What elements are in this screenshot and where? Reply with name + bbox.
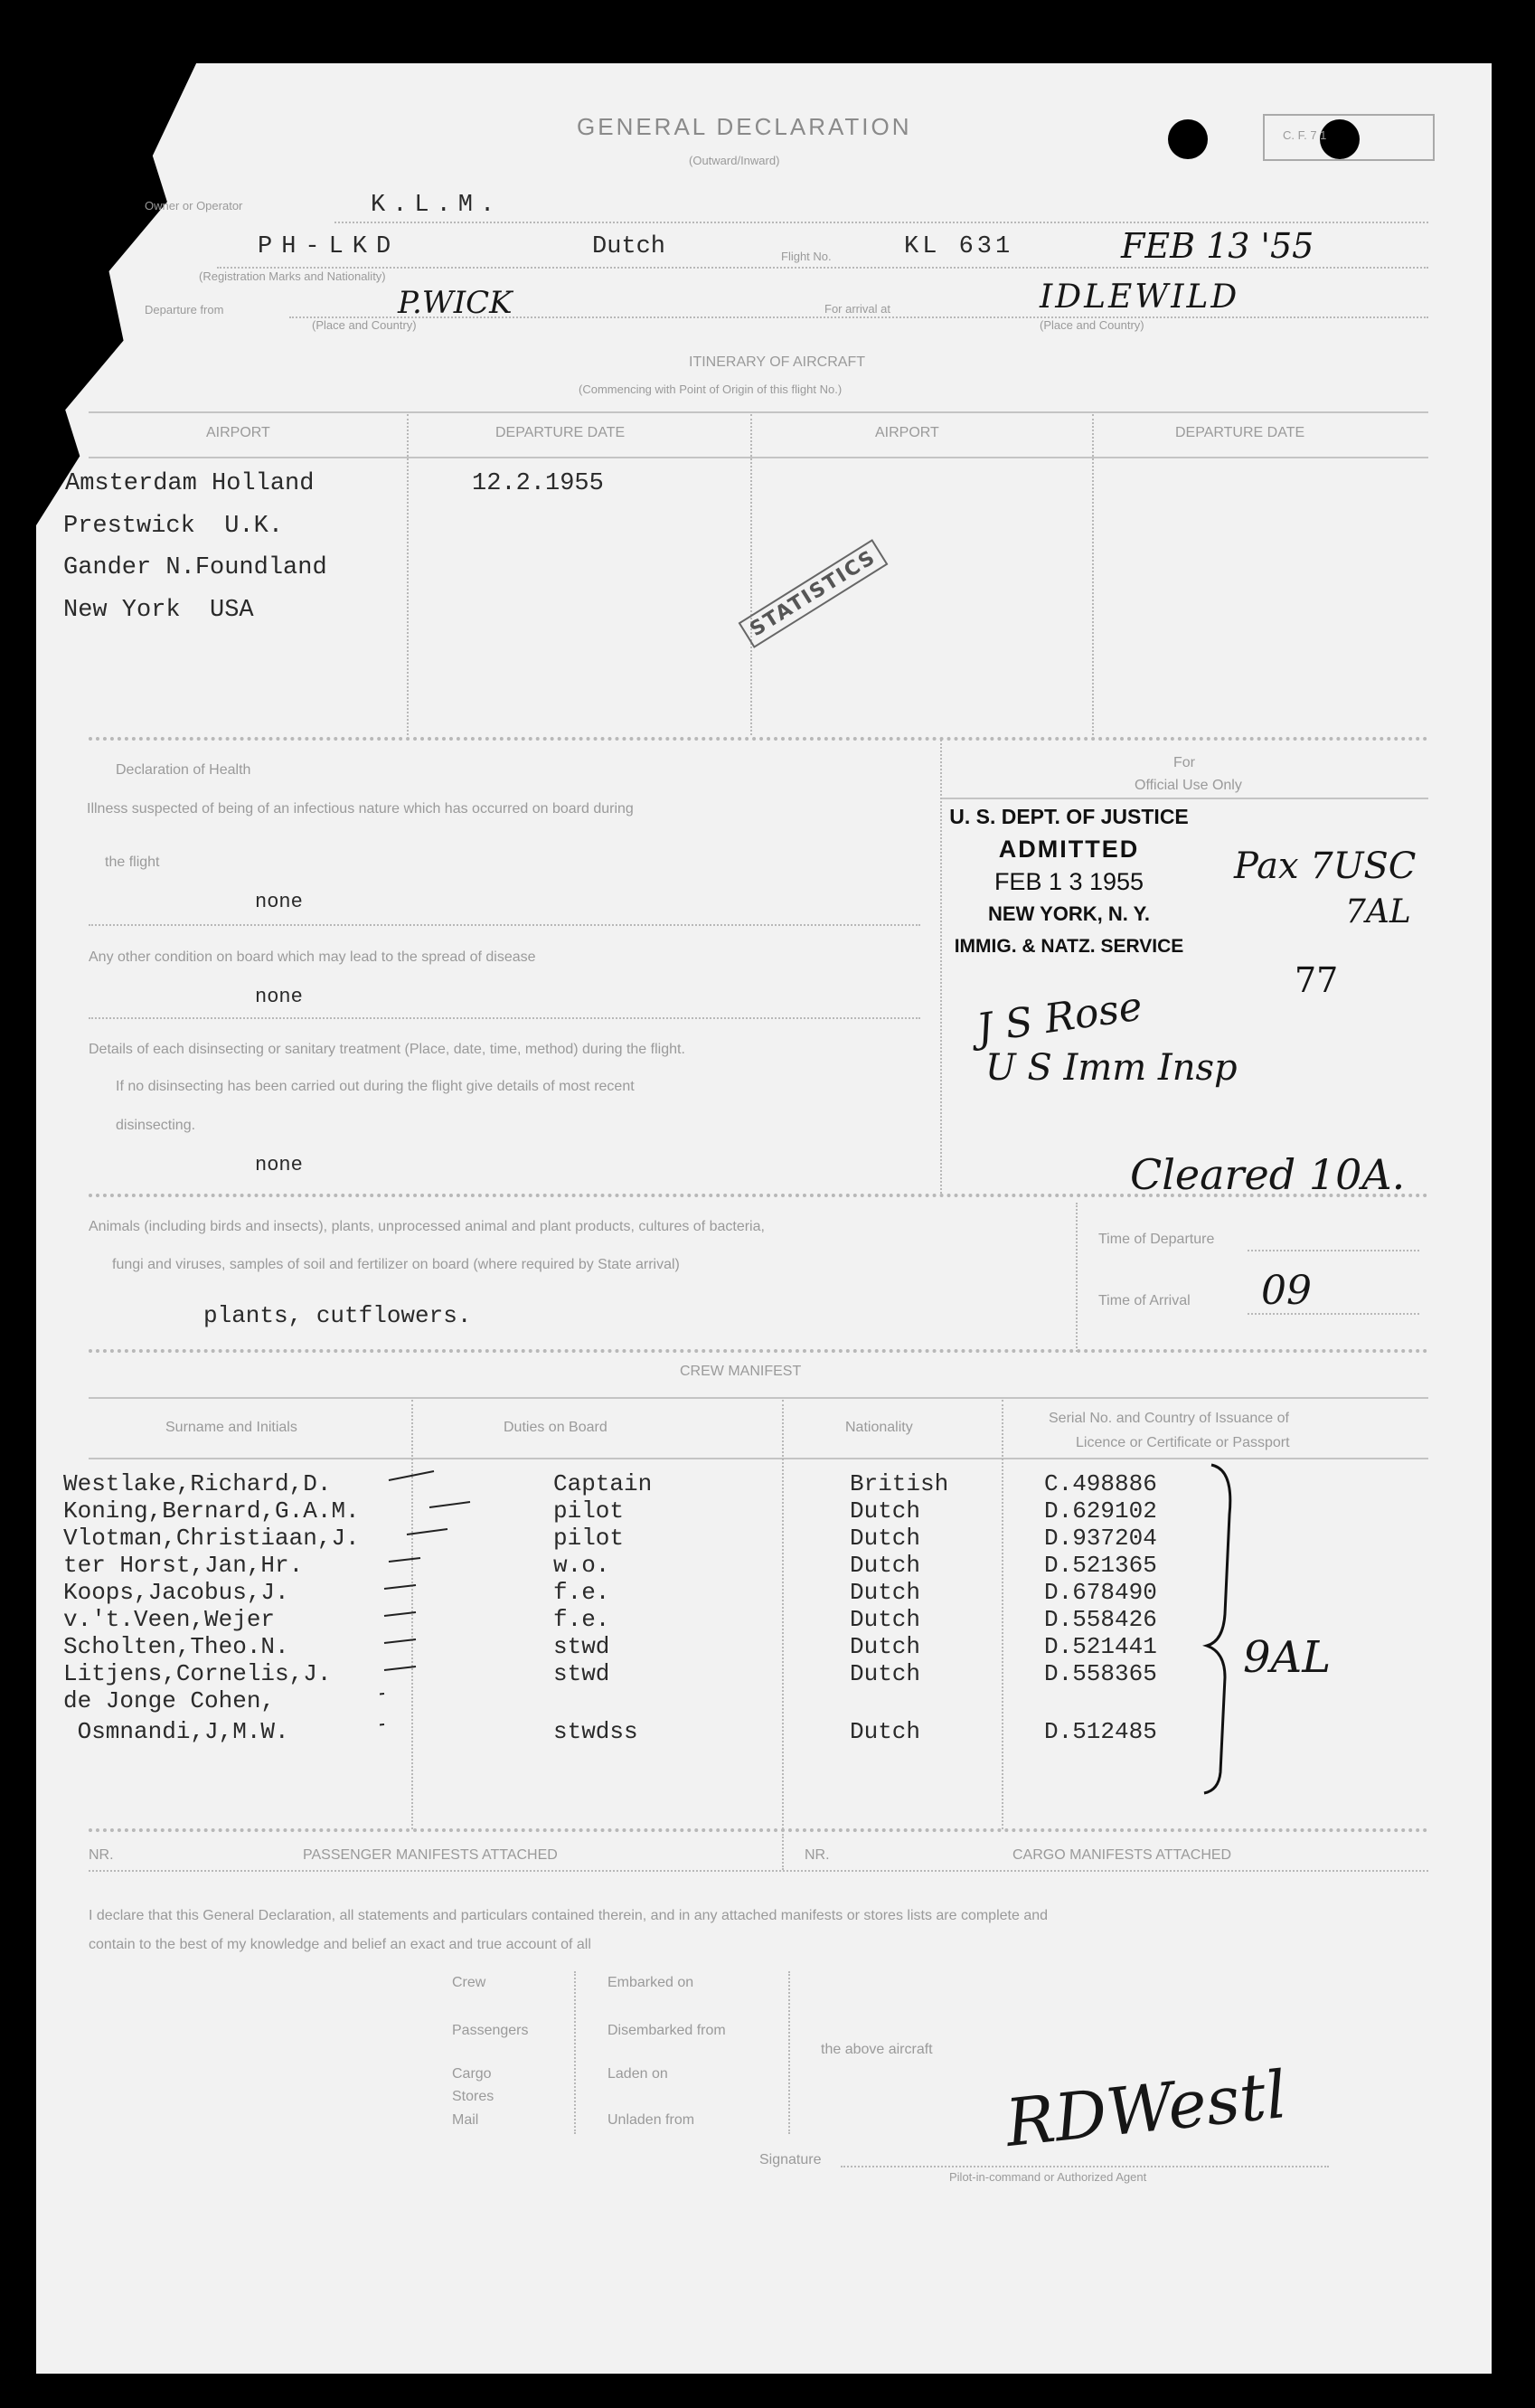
crew-bracket-note: 9AL bbox=[1243, 1632, 1332, 1683]
embark-disembarked: Disembarked from bbox=[607, 2023, 726, 2038]
crew-title: CREW MANIFEST bbox=[680, 1364, 802, 1379]
itinerary-col-departure: DEPARTURE DATE bbox=[495, 425, 626, 440]
itinerary-airport-3: Gander N.Foundland bbox=[63, 554, 327, 581]
crew-name: v.'t.Veen,Wejer bbox=[63, 1606, 276, 1633]
embark-embarked: Embarked on bbox=[607, 1975, 694, 1990]
embark-divider-right bbox=[788, 1971, 790, 2134]
admitted-stamp bbox=[940, 800, 1198, 986]
embark-stores: Stores bbox=[452, 2089, 494, 2104]
crew-nationality: Dutch bbox=[850, 1633, 921, 1660]
itinerary-col-airport2: AIRPORT bbox=[875, 425, 939, 440]
crew-name: Scholten,Theo.N. bbox=[63, 1633, 289, 1660]
registration-marks: PH-LKD bbox=[258, 233, 400, 260]
crew-name: Litjens,Cornelis,J. bbox=[63, 1660, 332, 1687]
crew-divider-3 bbox=[1002, 1400, 1003, 1829]
crew-row bbox=[63, 1606, 275, 1633]
itinerary-airport-1: Amsterdam Holland bbox=[65, 470, 315, 497]
health-illness-q1: Illness suspected of being of an infectious nature which has occurred on board during bbox=[87, 801, 634, 817]
embark-mail: Mail bbox=[452, 2112, 479, 2128]
crew-duty: stwd bbox=[553, 1660, 610, 1687]
health-heading: Declaration of Health bbox=[116, 762, 251, 778]
arrival-label: For arrival at bbox=[824, 302, 890, 316]
passenger-manifests: PASSENGER MANIFESTS ATTACHED bbox=[303, 1847, 558, 1863]
embark-laden: Laden on bbox=[607, 2066, 668, 2082]
crew-row bbox=[63, 1660, 331, 1687]
crew-row bbox=[63, 1470, 331, 1497]
crew-name: Osmnandi,J,M.W. bbox=[63, 1718, 289, 1745]
official-signature: J S Rose bbox=[974, 983, 1145, 1053]
itinerary-departure-date: 12.2.1955 bbox=[472, 470, 604, 497]
arrival-value: IDLEWILD bbox=[1040, 279, 1240, 316]
health-disinsect-answer: none bbox=[255, 1154, 303, 1176]
health-line-1 bbox=[89, 924, 920, 926]
crew-duty: Captain bbox=[553, 1470, 653, 1497]
crew-divider-2 bbox=[782, 1400, 784, 1829]
stamp-city: NEW YORK, N. Y. bbox=[988, 902, 1150, 925]
health-other-answer: none bbox=[255, 986, 303, 1008]
crew-serial: D.512485 bbox=[1044, 1718, 1157, 1745]
animals-q2: fungi and viruses, samples of soil and fertilizer on board (where required by State arrival) bbox=[112, 1257, 680, 1272]
crew-row bbox=[63, 1497, 360, 1525]
flight-date: FEB 13 '55 bbox=[1121, 226, 1314, 266]
crew-col-duties: Duties on Board bbox=[504, 1420, 607, 1435]
departure-value: P.WICK bbox=[398, 285, 513, 321]
owner-line bbox=[334, 222, 1428, 223]
registration-line bbox=[217, 267, 1428, 269]
crew-rule-bottom bbox=[89, 1828, 1428, 1832]
declaration-line-2: contain to the best of my knowledge and belief an exact and true account of all bbox=[89, 1937, 591, 1952]
crew-serial: D.521365 bbox=[1044, 1552, 1157, 1579]
crew-duty: pilot bbox=[553, 1497, 625, 1525]
stamp-service: IMMIG. & NATZ. SERVICE bbox=[954, 936, 1184, 957]
crew-name: ter Horst,Jan,Hr. bbox=[63, 1552, 304, 1579]
departure-label: Departure from bbox=[145, 303, 224, 316]
registration-nationality: Dutch bbox=[592, 233, 666, 260]
official-cleared: Cleared 10A. bbox=[1130, 1150, 1406, 1199]
crew-row bbox=[63, 1687, 275, 1714]
departure-line bbox=[289, 316, 1428, 318]
crew-name: Koning,Bernard,G.A.M. bbox=[63, 1497, 360, 1525]
crew-duty: pilot bbox=[553, 1525, 625, 1552]
crew-tick-marks bbox=[380, 1460, 479, 1741]
declaration-line-1: I declare that this General Declaration, all statements and particulars contained therein, and in any attached manifests or stores lists are complete and bbox=[89, 1908, 1049, 1923]
times-divider bbox=[1076, 1203, 1078, 1352]
embark-divider-left bbox=[574, 1971, 576, 2134]
manifest-nr-2: NR. bbox=[805, 1847, 830, 1863]
embark-crew: Crew bbox=[452, 1975, 486, 1990]
signature-line bbox=[841, 2166, 1329, 2167]
crew-col-name: Surname and Initials bbox=[165, 1420, 297, 1435]
crew-serial: D.629102 bbox=[1044, 1497, 1157, 1525]
corner-box bbox=[1263, 114, 1435, 161]
crew-serial: D.558365 bbox=[1044, 1660, 1157, 1687]
itinerary-airport-2: Prestwick U.K. bbox=[63, 513, 284, 540]
health-disinsect-q2: If no disinsecting has been carried out during the flight give details of most recent bbox=[116, 1079, 635, 1094]
statistics-stamp: STATISTICS bbox=[739, 539, 889, 648]
manifest-divider bbox=[782, 1834, 784, 1870]
animals-rule-bottom bbox=[89, 1349, 1428, 1353]
time-departure-line bbox=[1248, 1250, 1419, 1251]
stamp-date: FEB 1 3 1955 bbox=[994, 868, 1144, 895]
time-arrival-line bbox=[1248, 1313, 1419, 1315]
crew-nationality: Dutch bbox=[850, 1552, 921, 1579]
corner-box-text: C. F. 7 1 bbox=[1283, 128, 1327, 142]
crew-nationality: Dutch bbox=[850, 1606, 921, 1633]
cargo-manifests: CARGO MANIFESTS ATTACHED bbox=[1012, 1847, 1232, 1863]
official-label-1: For bbox=[1173, 755, 1195, 770]
official-signature-title: U S Imm Insp bbox=[985, 1047, 1238, 1089]
official-label-2: Official Use Only bbox=[1135, 778, 1242, 793]
crew-serial: D.521441 bbox=[1044, 1633, 1157, 1660]
crew-row bbox=[63, 1525, 360, 1552]
crew-row bbox=[63, 1552, 303, 1579]
itinerary-airport-4: New York USA bbox=[63, 597, 254, 624]
animals-answer: plants, cutflowers. bbox=[203, 1302, 472, 1329]
registration-label: (Registration Marks and Nationality) bbox=[199, 269, 386, 283]
itinerary-rule-bottom bbox=[89, 737, 1428, 741]
official-note-pax: Pax 7USC bbox=[1234, 845, 1417, 887]
crew-nationality: Dutch bbox=[850, 1525, 921, 1552]
crew-name: de Jonge Cohen, bbox=[63, 1687, 276, 1714]
itinerary-col-airport: AIRPORT bbox=[206, 425, 270, 440]
official-rule bbox=[942, 798, 1428, 799]
crew-nationality: Dutch bbox=[850, 1718, 921, 1745]
time-departure-label: Time of Departure bbox=[1098, 1232, 1215, 1247]
itinerary-col-divider-1 bbox=[407, 414, 409, 735]
crew-row bbox=[63, 1579, 289, 1606]
health-disinsect-q3: disinsecting. bbox=[116, 1118, 196, 1133]
flight-label: Flight No. bbox=[781, 250, 832, 263]
official-note-7al: 7AL bbox=[1345, 893, 1411, 930]
health-disinsect-q1: Details of each disinsecting or sanitary treatment (Place, date, time, method) during the flight. bbox=[89, 1042, 685, 1057]
crew-serial: C.498886 bbox=[1044, 1470, 1157, 1497]
owner-label: Owner or Operator bbox=[145, 199, 243, 212]
crew-name: Vlotman,Christiaan,J. bbox=[63, 1525, 360, 1552]
arrival-place-label: (Place and Country) bbox=[1040, 318, 1144, 332]
crew-serial: D.558426 bbox=[1044, 1606, 1157, 1633]
manifest-nr-1: NR. bbox=[89, 1847, 114, 1863]
health-other-q: Any other condition on board which may lead to the spread of disease bbox=[89, 949, 536, 965]
owner-value: K.L.M. bbox=[371, 192, 503, 219]
official-note-77: 77 bbox=[1295, 960, 1339, 1000]
crew-row bbox=[63, 1633, 289, 1660]
pilot-signature: RDWestl bbox=[1002, 2055, 1291, 2162]
itinerary-col-divider-2 bbox=[750, 414, 752, 735]
crew-nationality: Dutch bbox=[850, 1497, 921, 1525]
embark-unladen: Unladen from bbox=[607, 2112, 695, 2128]
stamp-admitted: ADMITTED bbox=[998, 836, 1140, 863]
crew-duty: w.o. bbox=[553, 1552, 610, 1579]
stamp-dept: U. S. DEPT. OF JUSTICE bbox=[949, 805, 1189, 828]
itinerary-subtitle: (Commencing with Point of Origin of this flight No.) bbox=[579, 382, 843, 396]
crew-nationality: Dutch bbox=[850, 1579, 921, 1606]
crew-serial: D.678490 bbox=[1044, 1579, 1157, 1606]
crew-name: Westlake,Richard,D. bbox=[63, 1470, 332, 1497]
embark-cargo: Cargo bbox=[452, 2066, 492, 2082]
crew-duty: stwdss bbox=[553, 1718, 638, 1745]
itinerary-rule-top bbox=[89, 411, 1428, 413]
itinerary-col-departure2: DEPARTURE DATE bbox=[1175, 425, 1305, 440]
signature-label: Signature bbox=[759, 2152, 822, 2167]
embark-passengers: Passengers bbox=[452, 2023, 529, 2038]
crew-row bbox=[63, 1718, 289, 1745]
embark-aircraft: the above aircraft bbox=[821, 2042, 933, 2057]
crew-duty: stwd bbox=[553, 1633, 610, 1660]
animals-q1: Animals (including birds and insects), plants, unprocessed animal and plant products, cultures of bacteria, bbox=[89, 1219, 765, 1234]
crew-rule-top bbox=[89, 1397, 1428, 1399]
form-subtitle: (Outward/Inward) bbox=[689, 154, 780, 167]
crew-nationality: British bbox=[850, 1470, 949, 1497]
crew-serial: D.937204 bbox=[1044, 1525, 1157, 1552]
crew-name: Koops,Jacobus,J. bbox=[63, 1579, 289, 1606]
health-line-2 bbox=[89, 1017, 920, 1019]
health-illness-q2: the flight bbox=[105, 855, 160, 870]
crew-col-nationality: Nationality bbox=[845, 1420, 913, 1435]
flight-number: KL 631 bbox=[904, 233, 1014, 260]
crew-duty: f.e. bbox=[553, 1606, 610, 1633]
manifest-rule bbox=[89, 1870, 1428, 1872]
crew-col-serial-1: Serial No. and Country of Issuance of bbox=[1049, 1411, 1289, 1426]
departure-place-label: (Place and Country) bbox=[312, 318, 417, 332]
crew-rule-header bbox=[89, 1458, 1428, 1459]
time-arrival-label: Time of Arrival bbox=[1098, 1293, 1191, 1308]
crew-col-serial-2: Licence or Certificate or Passport bbox=[1076, 1435, 1290, 1450]
signature-caption: Pilot-in-command or Authorized Agent bbox=[949, 2170, 1147, 2184]
crew-bracket bbox=[1193, 1460, 1266, 1795]
crew-nationality: Dutch bbox=[850, 1660, 921, 1687]
health-illness-answer: none bbox=[255, 891, 303, 913]
punch-hole-left bbox=[1168, 119, 1208, 159]
itinerary-rule-header bbox=[89, 457, 1428, 458]
itinerary-title: ITINERARY OF AIRCRAFT bbox=[689, 354, 865, 370]
itinerary-col-divider-3 bbox=[1092, 414, 1094, 735]
time-arrival-value: 09 bbox=[1261, 1268, 1312, 1314]
form-title: GENERAL DECLARATION bbox=[577, 113, 912, 140]
crew-duty: f.e. bbox=[553, 1579, 610, 1606]
